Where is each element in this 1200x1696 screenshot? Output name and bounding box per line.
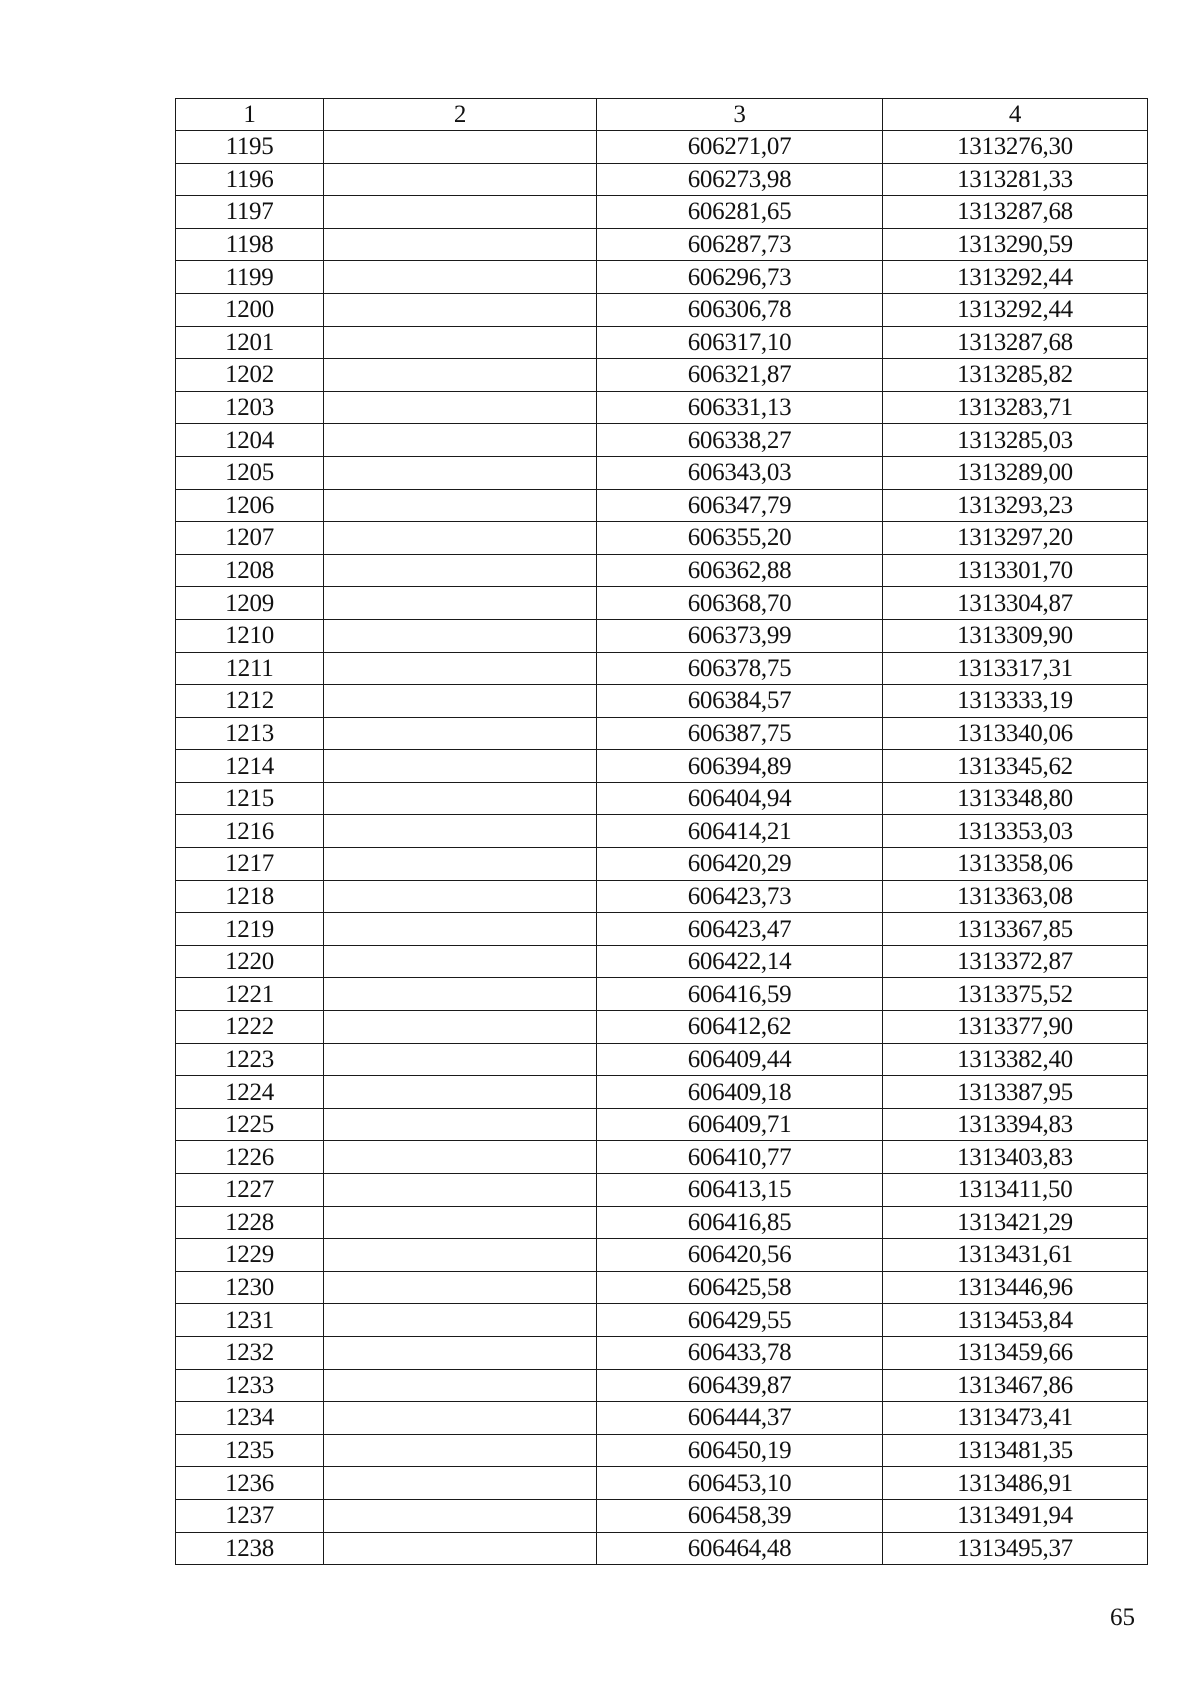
- table-row: [176, 782, 1148, 815]
- y-coordinate-cell: 1313290,59: [883, 228, 1148, 261]
- table-row: [176, 1402, 1148, 1435]
- page-number: 65: [1110, 1604, 1135, 1631]
- table-row: [176, 261, 1148, 294]
- point-number-cell: 1206: [176, 489, 324, 522]
- x-coordinate-cell: 606387,75: [597, 717, 883, 750]
- table-row: [176, 522, 1148, 555]
- y-coordinate-cell: 1313297,20: [883, 522, 1148, 555]
- x-coordinate-cell: 606409,44: [597, 1043, 883, 1076]
- empty-cell: [324, 1141, 597, 1174]
- y-coordinate-cell: 1313467,86: [883, 1369, 1148, 1402]
- table-row: [176, 1011, 1148, 1044]
- table-row: [176, 880, 1148, 913]
- header-row: [176, 99, 1148, 131]
- point-number-cell: 1216: [176, 815, 324, 848]
- y-coordinate-cell: 1313394,83: [883, 1108, 1148, 1141]
- x-coordinate-cell: 606271,07: [597, 131, 883, 164]
- table-row: [176, 131, 1148, 164]
- y-coordinate-cell: 1313491,94: [883, 1499, 1148, 1532]
- x-coordinate-cell: 606378,75: [597, 652, 883, 685]
- table-row: [176, 391, 1148, 424]
- point-number-cell: 1208: [176, 554, 324, 587]
- y-coordinate-cell: 1313301,70: [883, 554, 1148, 587]
- y-coordinate-cell: 1313287,68: [883, 326, 1148, 359]
- empty-cell: [324, 163, 597, 196]
- point-number-cell: 1207: [176, 522, 324, 555]
- point-number-cell: 1235: [176, 1434, 324, 1467]
- empty-cell: [324, 978, 597, 1011]
- table-row: [176, 424, 1148, 457]
- point-number-cell: 1231: [176, 1304, 324, 1337]
- table-row: [176, 913, 1148, 946]
- y-coordinate-cell: 1313453,84: [883, 1304, 1148, 1337]
- table-row: [176, 1141, 1148, 1174]
- x-coordinate-cell: 606423,73: [597, 880, 883, 913]
- x-coordinate-cell: 606422,14: [597, 945, 883, 978]
- point-number-cell: 1232: [176, 1336, 324, 1369]
- empty-cell: [324, 1206, 597, 1239]
- x-coordinate-cell: 606362,88: [597, 554, 883, 587]
- y-coordinate-cell: 1313348,80: [883, 782, 1148, 815]
- point-number-cell: 1204: [176, 424, 324, 457]
- table-row: [176, 619, 1148, 652]
- empty-cell: [324, 1467, 597, 1500]
- column-header-4: 4: [883, 99, 1148, 131]
- x-coordinate-cell: 606409,18: [597, 1076, 883, 1109]
- point-number-cell: 1224: [176, 1076, 324, 1109]
- y-coordinate-cell: 1313317,31: [883, 652, 1148, 685]
- point-number-cell: 1221: [176, 978, 324, 1011]
- table-row: [176, 1108, 1148, 1141]
- y-coordinate-cell: 1313495,37: [883, 1532, 1148, 1565]
- empty-cell: [324, 1076, 597, 1109]
- point-number-cell: 1226: [176, 1141, 324, 1174]
- x-coordinate-cell: 606281,65: [597, 196, 883, 229]
- point-number-cell: 1200: [176, 293, 324, 326]
- point-number-cell: 1195: [176, 131, 324, 164]
- table-row: [176, 685, 1148, 718]
- point-number-cell: 1196: [176, 163, 324, 196]
- table-row: [176, 359, 1148, 392]
- point-number-cell: 1238: [176, 1532, 324, 1565]
- y-coordinate-cell: 1313293,23: [883, 489, 1148, 522]
- point-number-cell: 1223: [176, 1043, 324, 1076]
- table-row: [176, 750, 1148, 783]
- table-row: [176, 1499, 1148, 1532]
- table-row: [176, 1076, 1148, 1109]
- empty-cell: [324, 815, 597, 848]
- y-coordinate-cell: 1313353,03: [883, 815, 1148, 848]
- x-coordinate-cell: 606384,57: [597, 685, 883, 718]
- empty-cell: [324, 1011, 597, 1044]
- point-number-cell: 1225: [176, 1108, 324, 1141]
- x-coordinate-cell: 606343,03: [597, 456, 883, 489]
- table-row: [176, 652, 1148, 685]
- empty-cell: [324, 750, 597, 783]
- point-number-cell: 1209: [176, 587, 324, 620]
- table-row: [176, 456, 1148, 489]
- table-row: [176, 489, 1148, 522]
- point-number-cell: 1201: [176, 326, 324, 359]
- table-row: [176, 1206, 1148, 1239]
- x-coordinate-cell: 606273,98: [597, 163, 883, 196]
- empty-cell: [324, 1369, 597, 1402]
- empty-cell: [324, 196, 597, 229]
- y-coordinate-cell: 1313340,06: [883, 717, 1148, 750]
- x-coordinate-cell: 606338,27: [597, 424, 883, 457]
- point-number-cell: 1205: [176, 456, 324, 489]
- point-number-cell: 1198: [176, 228, 324, 261]
- x-coordinate-cell: 606439,87: [597, 1369, 883, 1402]
- empty-cell: [324, 913, 597, 946]
- x-coordinate-cell: 606423,47: [597, 913, 883, 946]
- point-number-cell: 1229: [176, 1239, 324, 1272]
- point-number-cell: 1215: [176, 782, 324, 815]
- table-row: [176, 717, 1148, 750]
- x-coordinate-cell: 606287,73: [597, 228, 883, 261]
- y-coordinate-cell: 1313309,90: [883, 619, 1148, 652]
- table-row: [176, 1304, 1148, 1337]
- y-coordinate-cell: 1313375,52: [883, 978, 1148, 1011]
- column-header-1: 1: [176, 99, 324, 131]
- table-row: [176, 1467, 1148, 1500]
- empty-cell: [324, 293, 597, 326]
- y-coordinate-cell: 1313292,44: [883, 261, 1148, 294]
- empty-cell: [324, 456, 597, 489]
- x-coordinate-cell: 606420,56: [597, 1239, 883, 1272]
- point-number-cell: 1230: [176, 1271, 324, 1304]
- empty-cell: [324, 554, 597, 587]
- x-coordinate-cell: 606444,37: [597, 1402, 883, 1435]
- point-number-cell: 1203: [176, 391, 324, 424]
- empty-cell: [324, 880, 597, 913]
- x-coordinate-cell: 606425,58: [597, 1271, 883, 1304]
- table-row: [176, 815, 1148, 848]
- empty-cell: [324, 1499, 597, 1532]
- empty-cell: [324, 782, 597, 815]
- table-row: [176, 1532, 1148, 1565]
- empty-cell: [324, 685, 597, 718]
- x-coordinate-cell: 606306,78: [597, 293, 883, 326]
- x-coordinate-cell: 606373,99: [597, 619, 883, 652]
- table-row: [176, 1434, 1148, 1467]
- empty-cell: [324, 1304, 597, 1337]
- y-coordinate-cell: 1313421,29: [883, 1206, 1148, 1239]
- y-coordinate-cell: 1313304,87: [883, 587, 1148, 620]
- y-coordinate-cell: 1313283,71: [883, 391, 1148, 424]
- y-coordinate-cell: 1313367,85: [883, 913, 1148, 946]
- x-coordinate-cell: 606296,73: [597, 261, 883, 294]
- empty-cell: [324, 717, 597, 750]
- x-coordinate-cell: 606331,13: [597, 391, 883, 424]
- empty-cell: [324, 131, 597, 164]
- y-coordinate-cell: 1313281,33: [883, 163, 1148, 196]
- point-number-cell: 1236: [176, 1467, 324, 1500]
- point-number-cell: 1217: [176, 848, 324, 881]
- y-coordinate-cell: 1313285,82: [883, 359, 1148, 392]
- table-row: [176, 554, 1148, 587]
- x-coordinate-cell: 606394,89: [597, 750, 883, 783]
- empty-cell: [324, 1434, 597, 1467]
- x-coordinate-cell: 606321,87: [597, 359, 883, 392]
- x-coordinate-cell: 606420,29: [597, 848, 883, 881]
- y-coordinate-cell: 1313358,06: [883, 848, 1148, 881]
- x-coordinate-cell: 606368,70: [597, 587, 883, 620]
- empty-cell: [324, 1239, 597, 1272]
- table-row: [176, 945, 1148, 978]
- y-coordinate-cell: 1313387,95: [883, 1076, 1148, 1109]
- column-header-2: 2: [324, 99, 597, 131]
- table-row: [176, 228, 1148, 261]
- empty-cell: [324, 848, 597, 881]
- point-number-cell: 1199: [176, 261, 324, 294]
- y-coordinate-cell: 1313285,03: [883, 424, 1148, 457]
- empty-cell: [324, 1174, 597, 1207]
- x-coordinate-cell: 606317,10: [597, 326, 883, 359]
- y-coordinate-cell: 1313473,41: [883, 1402, 1148, 1435]
- table-row: [176, 978, 1148, 1011]
- empty-cell: [324, 326, 597, 359]
- point-number-cell: 1213: [176, 717, 324, 750]
- empty-cell: [324, 1336, 597, 1369]
- point-number-cell: 1218: [176, 880, 324, 913]
- table-row: [176, 163, 1148, 196]
- empty-cell: [324, 945, 597, 978]
- y-coordinate-cell: 1313377,90: [883, 1011, 1148, 1044]
- table-row: [176, 293, 1148, 326]
- column-header-3: 3: [597, 99, 883, 131]
- empty-cell: [324, 1043, 597, 1076]
- point-number-cell: 1211: [176, 652, 324, 685]
- y-coordinate-cell: 1313345,62: [883, 750, 1148, 783]
- empty-cell: [324, 228, 597, 261]
- empty-cell: [324, 1108, 597, 1141]
- x-coordinate-cell: 606453,10: [597, 1467, 883, 1500]
- x-coordinate-cell: 606416,59: [597, 978, 883, 1011]
- y-coordinate-cell: 1313486,91: [883, 1467, 1148, 1500]
- empty-cell: [324, 1532, 597, 1565]
- point-number-cell: 1210: [176, 619, 324, 652]
- point-number-cell: 1234: [176, 1402, 324, 1435]
- y-coordinate-cell: 1313431,61: [883, 1239, 1148, 1272]
- y-coordinate-cell: 1313403,83: [883, 1141, 1148, 1174]
- y-coordinate-cell: 1313292,44: [883, 293, 1148, 326]
- point-number-cell: 1222: [176, 1011, 324, 1044]
- empty-cell: [324, 1271, 597, 1304]
- x-coordinate-cell: 606347,79: [597, 489, 883, 522]
- x-coordinate-cell: 606450,19: [597, 1434, 883, 1467]
- table-row: [176, 1336, 1148, 1369]
- table-row: [176, 1043, 1148, 1076]
- y-coordinate-cell: 1313372,87: [883, 945, 1148, 978]
- point-number-cell: 1220: [176, 945, 324, 978]
- empty-cell: [324, 261, 597, 294]
- table-row: [176, 196, 1148, 229]
- table-row: [176, 1271, 1148, 1304]
- point-number-cell: 1219: [176, 913, 324, 946]
- x-coordinate-cell: 606412,62: [597, 1011, 883, 1044]
- x-coordinate-cell: 606429,55: [597, 1304, 883, 1337]
- x-coordinate-cell: 606458,39: [597, 1499, 883, 1532]
- point-number-cell: 1202: [176, 359, 324, 392]
- table-row: [176, 1369, 1148, 1402]
- table-row: [176, 1239, 1148, 1272]
- x-coordinate-cell: 606464,48: [597, 1532, 883, 1565]
- y-coordinate-cell: 1313446,96: [883, 1271, 1148, 1304]
- y-coordinate-cell: 1313333,19: [883, 685, 1148, 718]
- y-coordinate-cell: 1313411,50: [883, 1174, 1148, 1207]
- empty-cell: [324, 359, 597, 392]
- y-coordinate-cell: 1313481,35: [883, 1434, 1148, 1467]
- point-number-cell: 1233: [176, 1369, 324, 1402]
- y-coordinate-cell: 1313382,40: [883, 1043, 1148, 1076]
- point-number-cell: 1197: [176, 196, 324, 229]
- x-coordinate-cell: 606409,71: [597, 1108, 883, 1141]
- point-number-cell: 1212: [176, 685, 324, 718]
- empty-cell: [324, 652, 597, 685]
- empty-cell: [324, 1402, 597, 1435]
- empty-cell: [324, 424, 597, 457]
- y-coordinate-cell: 1313363,08: [883, 880, 1148, 913]
- table-row: [176, 1174, 1148, 1207]
- point-number-cell: 1237: [176, 1499, 324, 1532]
- y-coordinate-cell: 1313287,68: [883, 196, 1148, 229]
- x-coordinate-cell: 606355,20: [597, 522, 883, 555]
- empty-cell: [324, 489, 597, 522]
- table-row: [176, 587, 1148, 620]
- x-coordinate-cell: 606413,15: [597, 1174, 883, 1207]
- point-number-cell: 1228: [176, 1206, 324, 1239]
- y-coordinate-cell: 1313289,00: [883, 456, 1148, 489]
- y-coordinate-cell: 1313276,30: [883, 131, 1148, 164]
- empty-cell: [324, 587, 597, 620]
- empty-cell: [324, 391, 597, 424]
- empty-cell: [324, 522, 597, 555]
- table-header: [176, 99, 1148, 131]
- y-coordinate-cell: 1313459,66: [883, 1336, 1148, 1369]
- x-coordinate-cell: 606414,21: [597, 815, 883, 848]
- table-body: [176, 131, 1148, 1565]
- table-row: [176, 848, 1148, 881]
- point-number-cell: 1214: [176, 750, 324, 783]
- coordinates-table: [175, 98, 1148, 1565]
- x-coordinate-cell: 606416,85: [597, 1206, 883, 1239]
- x-coordinate-cell: 606410,77: [597, 1141, 883, 1174]
- x-coordinate-cell: 606404,94: [597, 782, 883, 815]
- point-number-cell: 1227: [176, 1174, 324, 1207]
- x-coordinate-cell: 606433,78: [597, 1336, 883, 1369]
- empty-cell: [324, 619, 597, 652]
- table-row: [176, 326, 1148, 359]
